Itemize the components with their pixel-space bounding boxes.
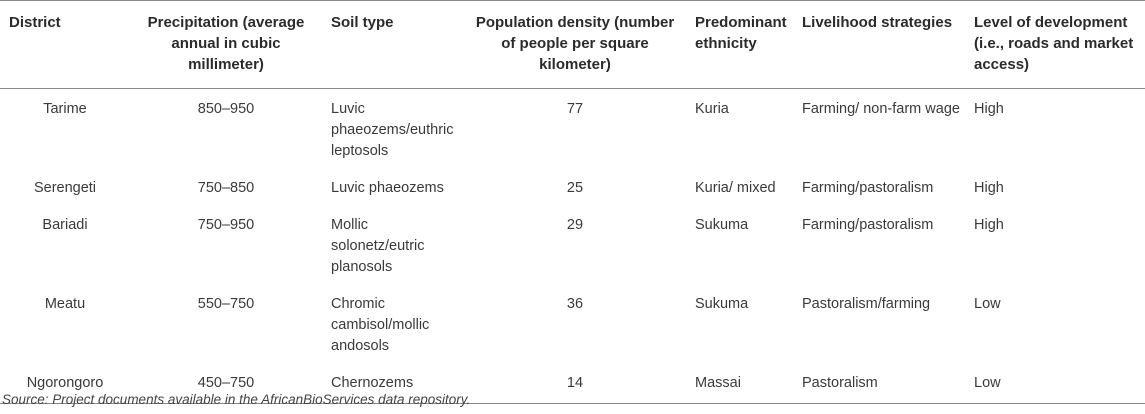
cell-district: Tarime	[43, 101, 87, 117]
cell-livelihood: Pastoralism/farming	[802, 296, 931, 312]
header-soil-type: Soil type	[331, 14, 394, 31]
cell-precipitation: 850–950	[197, 101, 255, 117]
cell-soil-type: Luvic phaeozems/euthric leptosols	[331, 101, 454, 159]
cell-population-density: 14	[566, 375, 584, 391]
cell-ethnicity: Sukuma	[695, 217, 749, 233]
table-row	[0, 205, 1145, 284]
cell-livelihood: Farming/pastoralism	[802, 217, 934, 233]
header-development: Level of development (i.e., roads and market access)	[974, 14, 1134, 73]
header-ethnicity: Predominant ethnicity	[695, 14, 787, 52]
cell-livelihood: Farming/ non-farm wage	[802, 101, 960, 117]
header-precipitation: Precipitation (average annual in cubic millimeter)	[147, 14, 305, 73]
cell-ethnicity: Kuria	[695, 101, 729, 117]
header-livelihood: Livelihood strategies	[802, 14, 953, 31]
cell-ethnicity: Massai	[695, 375, 741, 391]
cell-population-density: 36	[566, 296, 584, 312]
cell-population-density: 29	[566, 217, 584, 233]
table-header	[0, 1, 1145, 89]
cell-soil-type: Luvic phaeozems	[331, 180, 444, 196]
cell-district: Serengeti	[33, 180, 97, 196]
table-row	[0, 284, 1145, 363]
cell-precipitation: 450–750	[197, 375, 255, 391]
cell-livelihood: Farming/pastoralism	[802, 180, 934, 196]
cell-precipitation: 550–750	[197, 296, 255, 312]
cell-district: Ngorongoro	[26, 375, 104, 391]
cell-population-density: 77	[566, 101, 584, 117]
header-population-density: Population density (number of people per square kilometer)	[475, 14, 675, 73]
cell-population-density: 25	[566, 180, 584, 196]
header-row	[0, 1, 1145, 89]
table-body	[0, 89, 1145, 404]
cell-development: Low	[974, 375, 1001, 391]
cell-development: High	[974, 101, 1004, 117]
cell-district: Bariadi	[42, 217, 88, 233]
cell-soil-type: Chernozems	[331, 375, 414, 391]
cell-district: Meatu	[44, 296, 86, 312]
table-row	[0, 89, 1145, 169]
cell-livelihood: Pastoralism	[802, 375, 878, 391]
cell-development: High	[974, 180, 1004, 196]
header-district: District	[9, 14, 61, 31]
cell-ethnicity: Sukuma	[695, 296, 749, 312]
cell-precipitation: 750–950	[197, 217, 255, 233]
cell-precipitation: 750–850	[197, 180, 255, 196]
cell-development: High	[974, 217, 1004, 233]
cell-ethnicity: Kuria/ mixed	[695, 180, 776, 196]
table-row	[0, 168, 1145, 205]
cell-soil-type: Mollic solonetz/eutric planosols	[331, 217, 425, 275]
cell-soil-type: Chromic cambisol/mollic andosols	[331, 296, 430, 354]
source-footnote: Source: Project documents available in the AfricanBioServices data repository.	[2, 392, 471, 407]
cell-development: Low	[974, 296, 1001, 312]
